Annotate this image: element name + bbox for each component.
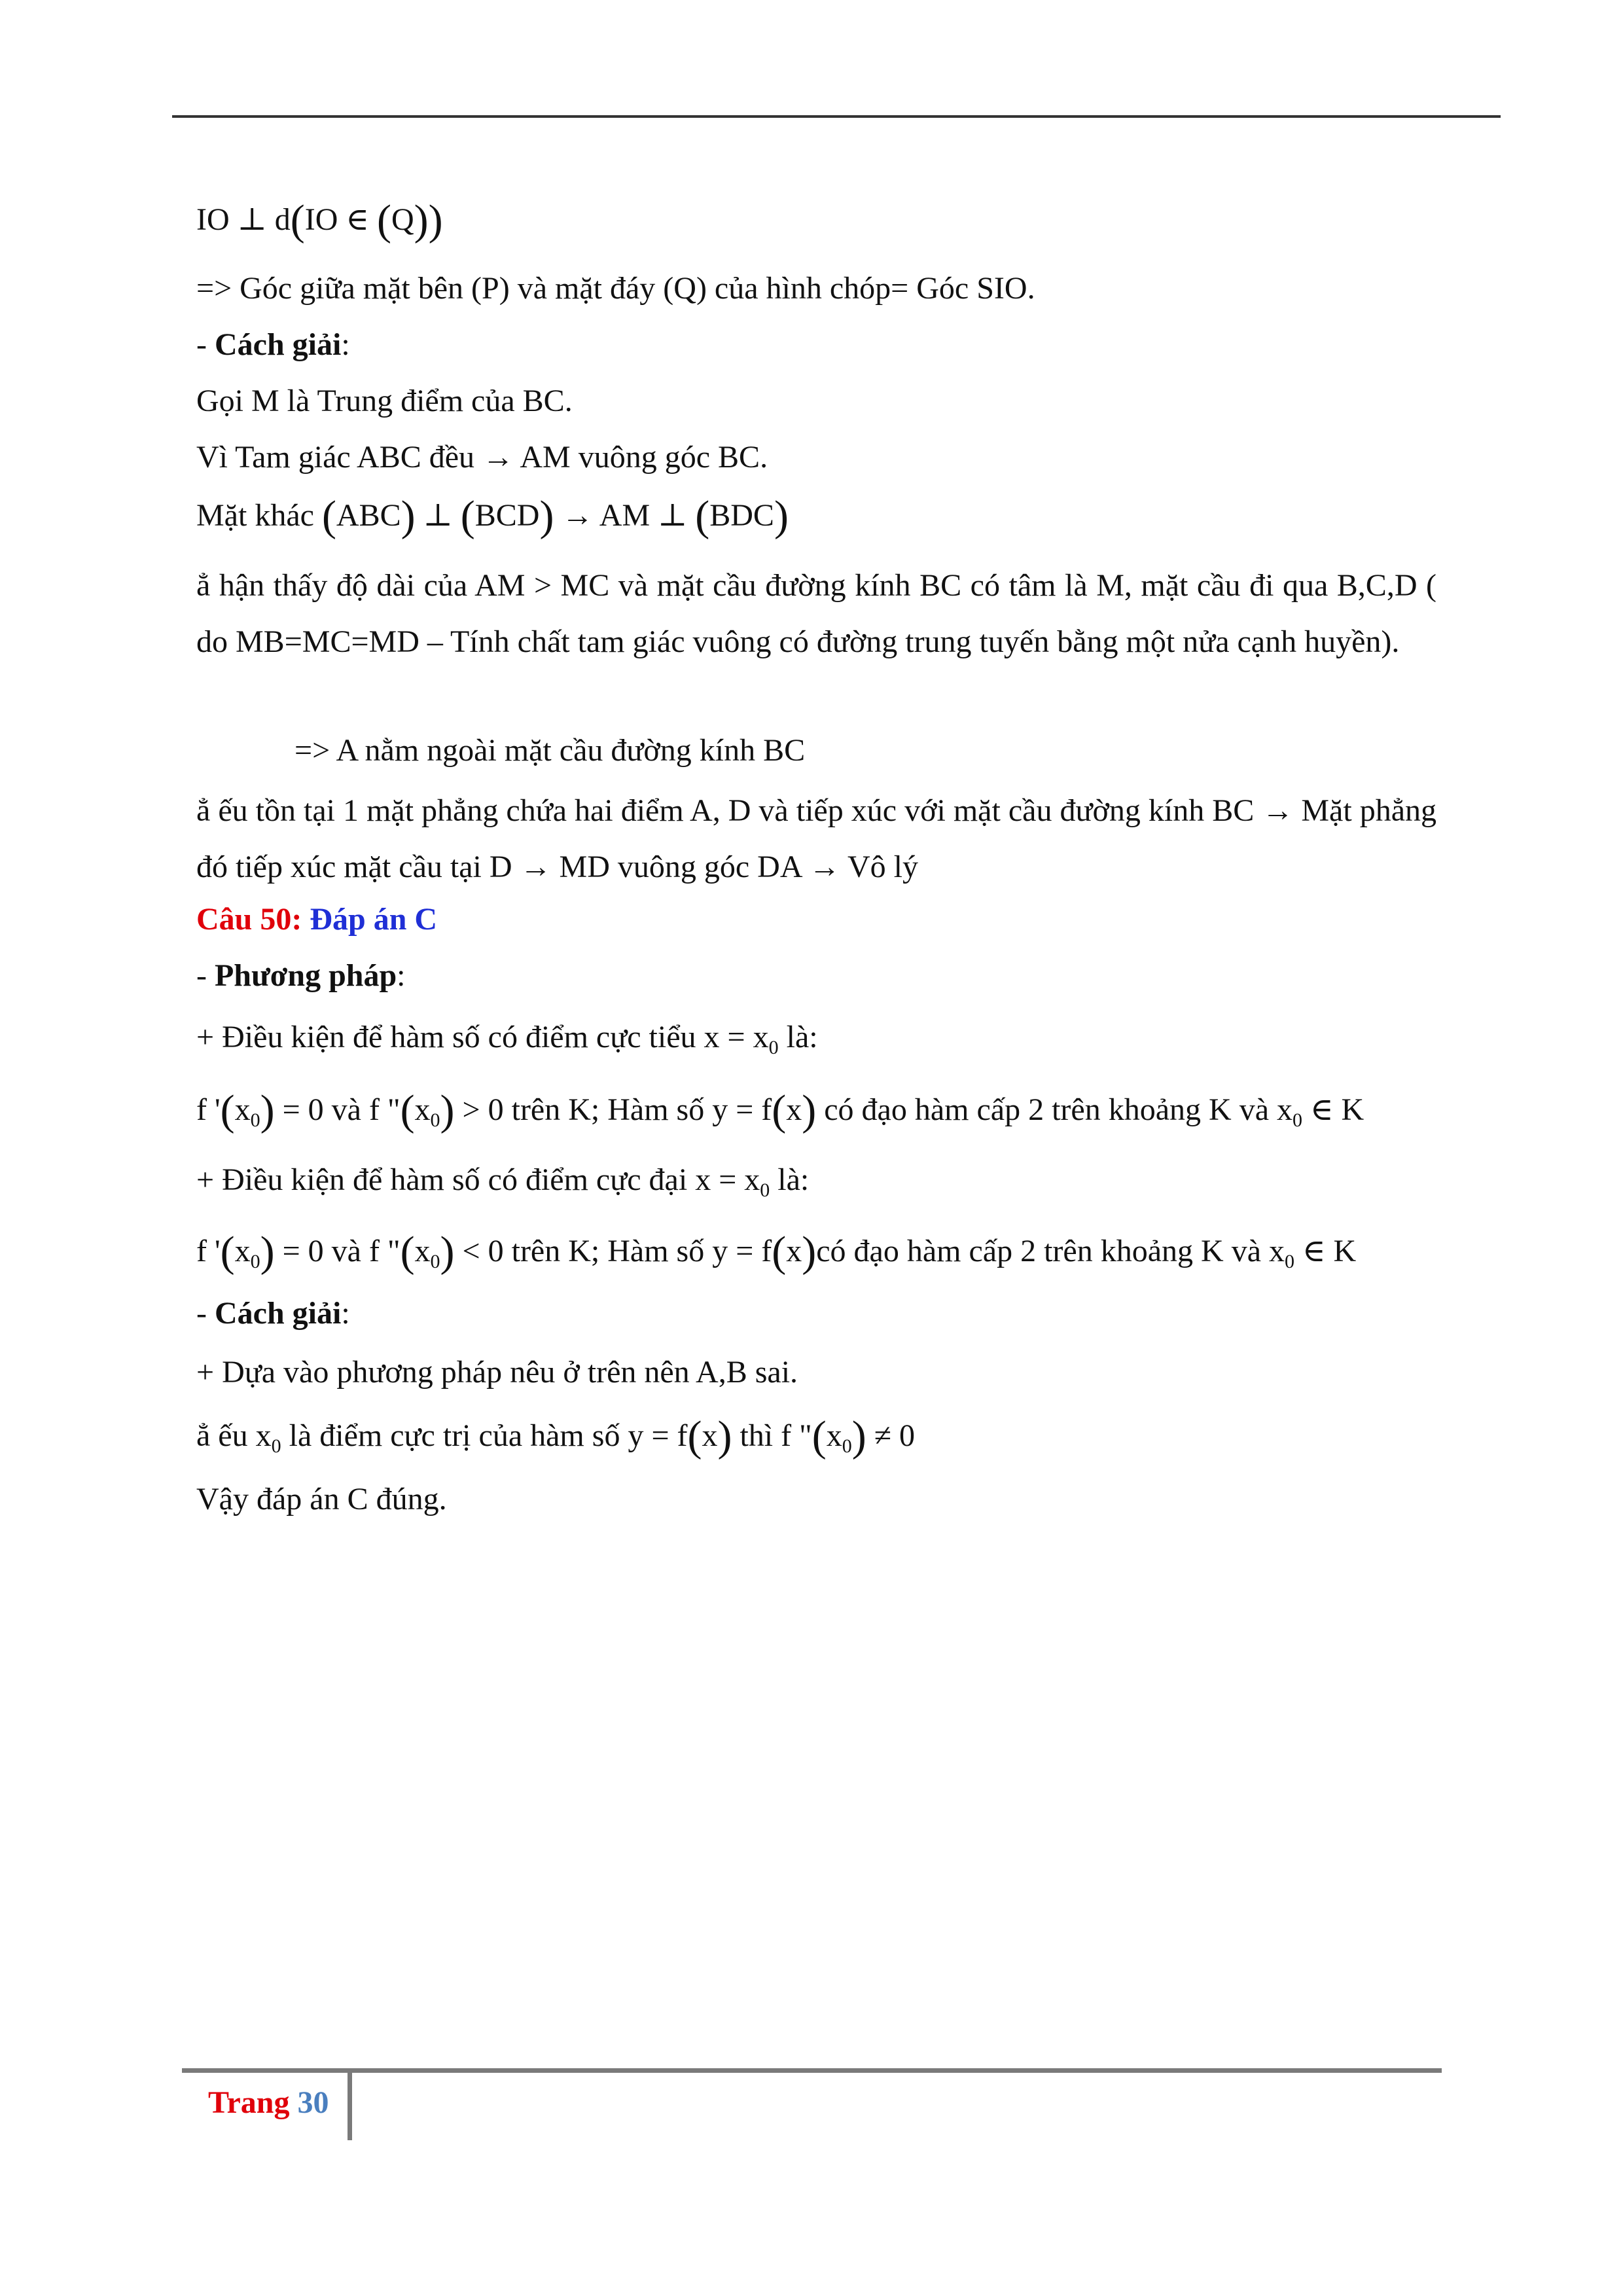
x-var: x	[234, 1234, 251, 1268]
formula-text: ∈ K	[1302, 1092, 1364, 1127]
subscript: 0	[768, 1037, 779, 1058]
x-var: x	[702, 1418, 718, 1453]
cach-giai-label: Cách giải	[214, 1296, 342, 1331]
outside-sphere-line: => A nằm ngoài mặt cầu đường kính BC	[294, 733, 806, 768]
equilateral-line: Vì Tam giác ABC đều → AM vuông góc BC.	[196, 440, 768, 475]
subscript: 0	[1285, 1251, 1294, 1272]
formula-text: = 0 và f "	[274, 1234, 401, 1268]
max-condition-line	[196, 1161, 809, 1200]
footer-rule	[182, 2068, 1442, 2073]
formula-text: > 0 trên K; Hàm số y = f	[454, 1092, 772, 1127]
extremum-text: ≠ 0	[866, 1418, 916, 1453]
cach-giai-label: Cách giải	[214, 327, 342, 362]
dash: -	[196, 1296, 215, 1331]
angle-sio-line: => Góc giữa mặt bên (P) và mặt đáy (Q) của hình chóp= Góc SIO.	[196, 271, 1035, 306]
extremum-text: là điểm cực trị của hàm số y = f	[281, 1418, 688, 1453]
subscript: 0	[250, 1251, 260, 1272]
x-var: x	[826, 1418, 842, 1453]
sphere-paragraph: ẳ hận thấy độ dài của AM > MC và mặt cầu đường kính BC có tâm là M, mặt cầu đi qua B,C,D ( do MB=MC=MD – Tính chất tam giác vuông có đường trung tuyến bằng một nửa cạnh huyền).	[196, 568, 1436, 659]
subscript: 0	[430, 1251, 440, 1272]
extremum-line: ẳ ếu $x_0$ là điểm cực trị của hàm số y = f(x) thì f "$(x_0) \ne 0$	[196, 1412, 916, 1460]
abc-text: ABC	[336, 498, 401, 533]
plane-perpendicular-line: Mặt khác (ABC) ⊥ (BCD) → AM ⊥ (BDC)	[196, 492, 789, 540]
la-text: là:	[770, 1162, 810, 1197]
extremum-text: ẳ ếu x	[196, 1418, 272, 1453]
x-var: x	[414, 1234, 431, 1268]
f-prime: f '	[196, 1092, 221, 1127]
x-var: x	[786, 1092, 802, 1127]
dash: -	[196, 327, 215, 362]
subscript: 0	[760, 1179, 770, 1201]
min-condition-text: + Điều kiện để hàm số có điểm cực tiểu	[196, 1020, 704, 1054]
subscript: 0	[430, 1109, 440, 1131]
q-plane-text: Q	[391, 202, 414, 237]
io-d-text: IO ⊥ d	[196, 202, 291, 237]
min-condition-line	[196, 1018, 818, 1058]
question-label: Câu 50:	[196, 902, 310, 937]
max-formula-line: f '$(x_0) = 0$ và f "$(x_0) < 0$ trên K; Hàm số y = f(x)có đạo hàm cấp 2 trên khoảng K và $x_0$ ∈ K	[196, 1228, 1357, 1276]
subscript: 0	[250, 1109, 260, 1131]
subscript: 0	[842, 1435, 852, 1457]
extremum-text: thì f "	[732, 1418, 812, 1453]
page-number: 30	[297, 2085, 329, 2120]
io-perpendicular-line: IO ⊥ d(IO ∈ (Q))	[196, 196, 443, 244]
method-line: + Dựa vào phương pháp nêu ở trên nên A,B sai.	[196, 1355, 798, 1390]
phuong-phap-heading	[196, 957, 406, 995]
x-eq-text: x = x	[704, 1020, 769, 1054]
header-rule	[172, 115, 1501, 118]
conclusion-line: Vậy đáp án C đúng.	[196, 1482, 447, 1516]
dash: -	[196, 958, 215, 993]
x-var: x	[234, 1092, 251, 1127]
colon: :	[341, 1296, 350, 1331]
la-text: là:	[778, 1020, 818, 1054]
perp-text: ⊥	[415, 498, 461, 533]
formula-text: = 0 và f "	[274, 1092, 401, 1127]
formula-text: ∈ K	[1294, 1234, 1357, 1268]
formula-text: < 0 trên K; Hàm số y = f	[454, 1234, 772, 1268]
max-condition-text: + Điều kiện để hàm số có điểm cực đại	[196, 1162, 696, 1197]
cach-giai-heading	[196, 326, 350, 364]
colon: :	[341, 327, 350, 362]
colon: :	[397, 958, 406, 993]
page-label: Trang	[208, 2085, 298, 2120]
min-formula-line: f '$(x_0) = 0$ và f "$(x_0) > 0$ trên K; Hàm số y = f(x) có đạo hàm cấp 2 trên khoảng K và $x_0$ ∈ K	[196, 1086, 1364, 1134]
x-eq-text: x = x	[695, 1162, 760, 1197]
footer-divider	[348, 2070, 352, 2140]
cach-giai-heading-2	[196, 1295, 350, 1333]
phuong-phap-label: Phương pháp	[214, 958, 397, 993]
contradiction-paragraph: ẳ ếu tồn tại 1 mặt phẳng chứa hai điểm A, D và tiếp xúc với mặt cầu đường kính BC → Mặt phẳng đó tiếp xúc mặt cầu tại D → MD vuông góc DA → Vô lý	[196, 793, 1436, 884]
page-footer	[208, 2084, 329, 2122]
formula-text: có đạo hàm cấp 2 trên khoảng K và x	[816, 1234, 1285, 1268]
subscript: 0	[271, 1435, 281, 1457]
io-in-text: IO ∈	[304, 202, 377, 237]
bdc-text: BDC	[709, 498, 774, 533]
x-var: x	[414, 1092, 431, 1127]
f-prime: f '	[196, 1234, 221, 1268]
x-var: x	[786, 1234, 802, 1268]
subscript: 0	[1293, 1109, 1302, 1131]
answer-label: Đáp án C	[310, 902, 438, 937]
am-perp-text: → AM ⊥	[554, 498, 696, 533]
bcd-text: BCD	[474, 498, 540, 533]
midpoint-line: Gọi M là Trung điểm của BC.	[196, 384, 573, 418]
formula-text: có đạo hàm cấp 2 trên khoảng K và x	[816, 1092, 1293, 1127]
question-heading	[196, 901, 437, 939]
mat-khac-text: Mặt khác	[196, 498, 322, 533]
